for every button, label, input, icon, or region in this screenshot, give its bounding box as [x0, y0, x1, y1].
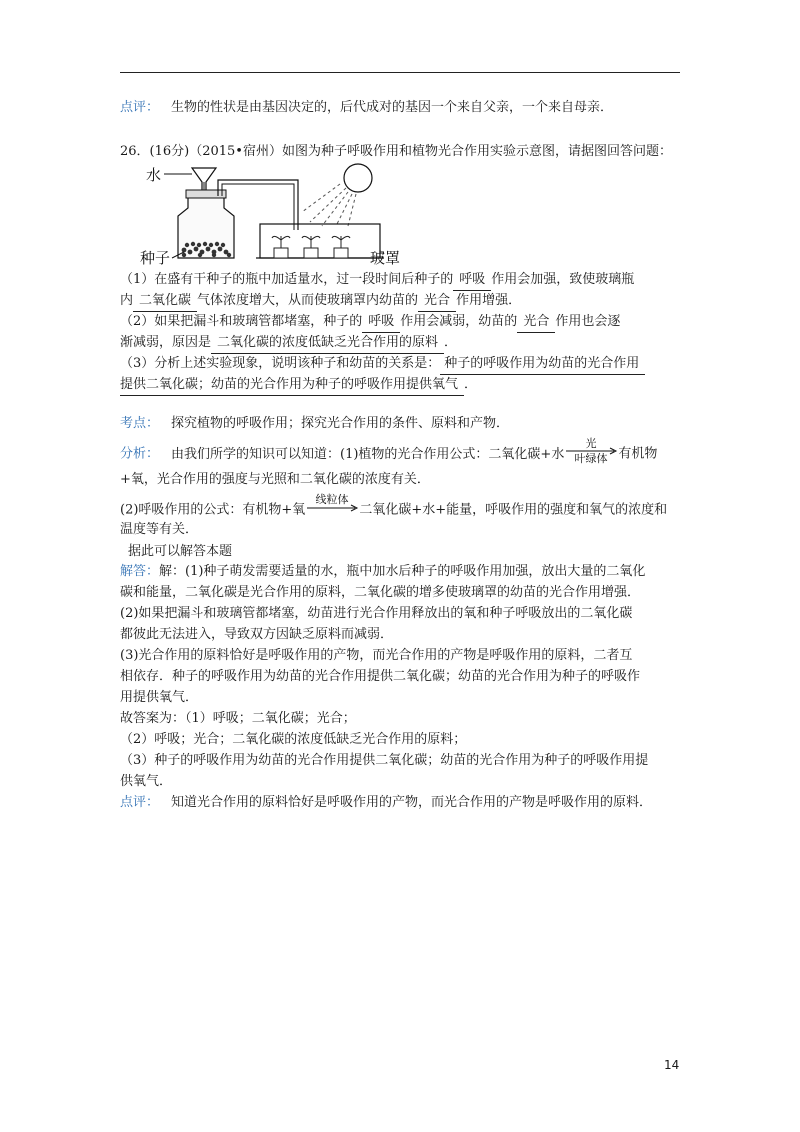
fenxi-label: 分析：	[120, 446, 160, 462]
svg-text:线粒体: 线粒体	[315, 493, 349, 506]
page-number: 14	[664, 1058, 680, 1072]
kaodian-section: 考点： 探究植物的呼吸作用；探究光合作用的条件、原料和产物．	[120, 416, 510, 431]
seedlings-icon	[272, 236, 350, 258]
q2-answer-2: 光合	[517, 312, 555, 333]
q1-line2: 内 二氧化碳 气体浓度增大，从而使玻璃罩内幼苗的 光合 作用增强．	[120, 291, 521, 312]
jieda-line5: (3)光合作用的原料恰好是呼吸作用的产物，而光合作用的产物是呼吸作用的原料，二者互	[120, 648, 633, 663]
q1-answer-1: 呼吸	[453, 270, 491, 291]
light-rays	[302, 184, 356, 226]
question-header: 26．(16分)（2015•宿州）如图为种子呼吸作用和植物光合作用实验示意图，请据图回答问题：	[120, 144, 672, 159]
q2-answer-1: 呼吸	[362, 312, 400, 333]
header-rule	[120, 72, 680, 73]
svg-text:叶绿体: 叶绿体	[574, 452, 608, 464]
experiment-figure	[140, 160, 410, 265]
jieda-line4: 都彼此无法进入，导致双方因缺乏原料而减弱．	[120, 627, 394, 642]
water-label: 水	[146, 166, 162, 184]
q3-line1: （3）分析上述实验现象，说明该种子和幼苗的关系是： 种子的呼吸作用为幼苗的光合作用	[120, 354, 645, 375]
jieda-line2: 碳和能量，二氧化碳是光合作用的原料，二氧化碳的增多使玻璃罩的幼苗的光合作用增强．	[120, 585, 641, 600]
jieda-line3: (2)如果把漏斗和玻璃管都堵塞，幼苗进行光合作用释放出的氧和种子呼吸放出的二氧化碳	[120, 606, 633, 621]
jieda-line7: 用提供氧气．	[120, 690, 199, 705]
seed-label: 种子	[140, 249, 171, 265]
comment-label: 点评：	[120, 100, 160, 115]
jieda-label: 解答：	[120, 564, 160, 579]
q3-answer-line2: 提供二氧化碳；幼苗的光合作用为种子的呼吸作用提供氧气	[120, 375, 464, 396]
q2-line2: 渐减弱，原因是 二氧化碳的浓度低缺乏光合作用的原料 ．	[120, 333, 457, 354]
q1-line1: （1）在盛有干种子的瓶中加适量水，过一段时间后种子的 呼吸 作用会加强，致使玻璃瓶	[120, 270, 634, 291]
jieda-line10: （3）种子的呼吸作用为幼苗的光合作用提供二氧化碳；幼苗的光合作用为种子的呼吸作用提	[120, 753, 649, 768]
sun-icon	[344, 164, 372, 192]
fenxi-line4: 温度等有关．	[120, 522, 199, 537]
bottom-comment-label: 点评：	[120, 795, 160, 810]
respiration-formula-arrow	[305, 493, 359, 524]
q1-answer-3: 光合	[418, 291, 456, 312]
q2-answer-3: 二氧化碳的浓度低缺乏光合作用的原料	[211, 333, 444, 354]
fenxi-line1: 分析： 由我们所学的知识可以知道：(1)植物的光合作用公式：二氧化碳+水 光 叶绿体 有机物	[120, 440, 657, 468]
q3-line2: 提供二氧化碳；幼苗的光合作用为种子的呼吸作用提供氧气 ．	[120, 375, 477, 396]
cover-label: 玻罩	[370, 249, 401, 265]
q1-answer-2: 二氧化碳	[133, 291, 197, 312]
bottle-stopper	[186, 190, 226, 198]
jieda-line6: 相依存．种子的呼吸作用为幼苗的光合作用提供二氧化碳；幼苗的光合作用为种子的呼吸作	[120, 669, 641, 684]
top-comment	[120, 98, 613, 118]
svg-text:光: 光	[585, 437, 597, 450]
fenxi-line5: 据此可以解答本题	[128, 544, 233, 559]
photosynthesis-formula-arrow	[564, 437, 618, 468]
jieda-line1: 解答：解：(1)种子萌发需要适量的水，瓶中加水后种子的呼吸作用加强，放出大量的二氧化	[120, 564, 646, 579]
jieda-line8: 故答案为：（1）呼吸；二氧化碳；光合；	[120, 711, 356, 726]
q3-answer-line1: 种子的呼吸作用为幼苗的光合作用	[440, 354, 645, 375]
kaodian-label: 考点：	[120, 416, 160, 431]
bottom-comment: 点评： 知道光合作用的原料恰好是呼吸作用的产物，而光合作用的产物是呼吸作用的原料．	[120, 795, 653, 810]
comment-text: 生物的性状是由基因决定的，后代成对的基因一个来自父亲，一个来自母亲．	[171, 100, 614, 115]
jieda-line9: （2）呼吸；光合；二氧化碳的浓度低缺乏光合作用的原料；	[120, 732, 467, 747]
fenxi-line2: +氧，光合作用的强度与光照和二氧化碳的浓度有关．	[120, 472, 430, 487]
fenxi-line3: (2)呼吸作用的公式：有机物+氧 线粒体 二氧化碳+水+能量，呼吸作用的强度和氧气的浓度和	[120, 496, 667, 524]
q2-line1: （2）如果把漏斗和玻璃管都堵塞，种子的 呼吸 作用会减弱，幼苗的 光合 作用也会逐	[120, 312, 620, 333]
jieda-line11: 供氧气．	[120, 774, 173, 789]
